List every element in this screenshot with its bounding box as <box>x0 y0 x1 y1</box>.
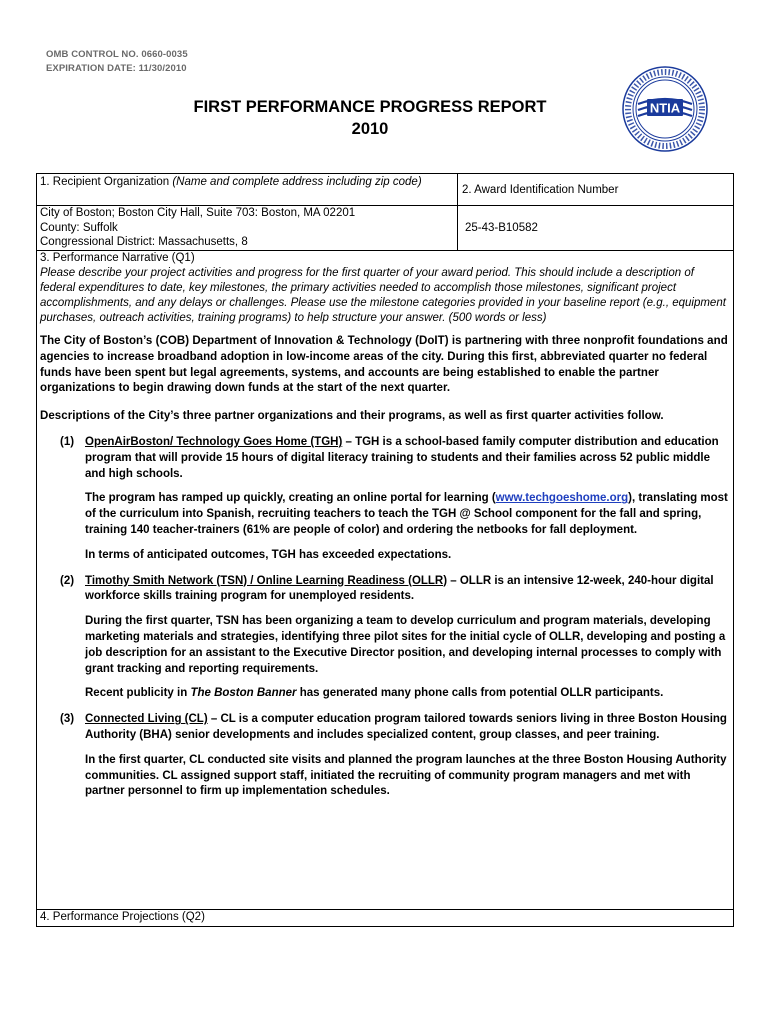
narrative-partners-paragraph: Descriptions of the City’s three partner organizations and their programs, as well as first quarter activities follow. <box>40 410 664 423</box>
techgoeshome-link[interactable]: www.techgoeshome.org <box>495 492 629 505</box>
report-year: 2010 <box>351 120 389 138</box>
omb-block <box>46 48 188 76</box>
partner-publicity-paragraph: Recent publicity in The Boston Banner has generated many phone calls from potential OLLR participants. <box>85 687 664 700</box>
partner-outcome-paragraph: In terms of anticipated outcomes, TGH has exceeded expectations. <box>85 548 452 561</box>
narrative-intro-paragraph: The City of Boston’s (COB) Department of Innovation & Technology (DoIT) is partnering with three nonprofit foundations and agencies to increase broadband adoption in low-income areas of the city. During this first, abbreviated quarter no federal funds have been spent but legal agreements, systems, and accounts are being established to enable the partner organizations to begin drawing down funds at the start of the next quarter. <box>40 335 728 395</box>
partner-item-tsn <box>40 574 730 703</box>
award-id-label: 2. Award Identification Number <box>462 184 619 196</box>
performance-narrative-section <box>40 251 730 800</box>
report-title-block <box>150 96 590 140</box>
address-line-2: County: Suffolk <box>40 221 118 234</box>
recipient-address <box>40 206 355 250</box>
address-line-1: City of Boston; Boston City Hall, Suite 703: Boston, MA 02201 <box>40 207 356 219</box>
partner-description: – TGH is a school-based family computer distribution and education program that will provide 15 hours of digital literacy training to students and their families across 52 public middle and high schools. <box>85 435 719 480</box>
omb-control-number: OMB CONTROL NO. 0660-0035 <box>46 49 188 60</box>
partner-name: OpenAirBoston/ Technology Goes Home (TGH) <box>85 435 343 448</box>
address-line-3: Congressional District: Massachusetts, 8 <box>40 236 248 248</box>
expiration-date: EXPIRATION DATE: 11/30/2010 <box>46 63 187 74</box>
partner-name: Connected Living (CL) <box>85 713 208 726</box>
partner-name: Timothy Smith Network (TSN) / Online Learning Readiness (OLLR) <box>85 574 448 587</box>
partner-description: – OLLR is an intensive 12-week, 240-hour digital workforce skills training program for unemployed residents. <box>85 574 714 603</box>
narrative-instructions: Please describe your project activities and progress for the first quarter of your award period. This should include a description of federal expenditures to date, key milestones, the primary activities needed to accomplish those milestones, significant project accomplishments, and any delays or challenges. Please use the milestone categories provided in your baseline report (e.g., equipment purchases, outreach activities, training programs) to help structure your answer. (500 words or less) <box>40 267 726 324</box>
item-number: (1) <box>60 435 75 448</box>
partner-progress-paragraph: In the first quarter, CL conducted site visits and planned the program launches at the three Boston Housing Authority communities. CL assigned support staff, initiated the recruiting of community program managers and met with partner personnel to firm up implementation schedules. <box>85 753 727 798</box>
recipient-organization-label: 1. Recipient Organization (Name and complete address including zip code) <box>40 176 422 188</box>
partner-progress-paragraph: The program has ramped up quickly, creating an online portal for learning (www.techgoeshome.org), translating most of the curriculum into Spanish, recruiting teachers to teach the TGH @ School component for the fall and spring, training 140 teacher-trainers (61% are people of color) and ordering the netbooks for fall deployment. <box>85 492 728 536</box>
item-number: (2) <box>60 574 75 587</box>
recipient-organization-hint: (Name and complete address including zip code) <box>172 176 422 188</box>
boston-banner-title: The Boston Banner <box>190 687 297 700</box>
recipient-award-row <box>37 174 733 251</box>
performance-projections-row <box>37 909 733 928</box>
performance-projections-label: 4. Performance Projections (Q2) <box>40 911 205 923</box>
partner-progress-paragraph: During the first quarter, TSN has been organizing a team to develop curriculum and program materials, developing marketing materials and strategies, identifying three pilot sites for the initial cycle of OLLR, developing and posting a job description for an assistant to the Executive Director position, and developing internal processes to comply with grant tracking and reporting requirements. <box>85 615 726 675</box>
partner-item-cl <box>40 712 730 800</box>
ntia-seal-logo <box>620 64 710 154</box>
seal-text: NTIA <box>649 100 681 116</box>
performance-narrative-label: 3. Performance Narrative (Q1) <box>40 252 195 264</box>
partner-item-tgh <box>40 435 730 564</box>
progress-report-form <box>36 173 734 927</box>
item-number: (3) <box>60 713 75 726</box>
recipient-organization-cell <box>37 174 458 250</box>
partner-description: – CL is a computer education program tailored towards seniors living in three Boston Housing Authority (BHA) senior developments and includes specialized content, group classes, and peer training. <box>85 713 727 741</box>
award-id-value: 25-43-B10582 <box>465 222 538 234</box>
report-title: FIRST PERFORMANCE PROGRESS REPORT <box>193 98 547 116</box>
